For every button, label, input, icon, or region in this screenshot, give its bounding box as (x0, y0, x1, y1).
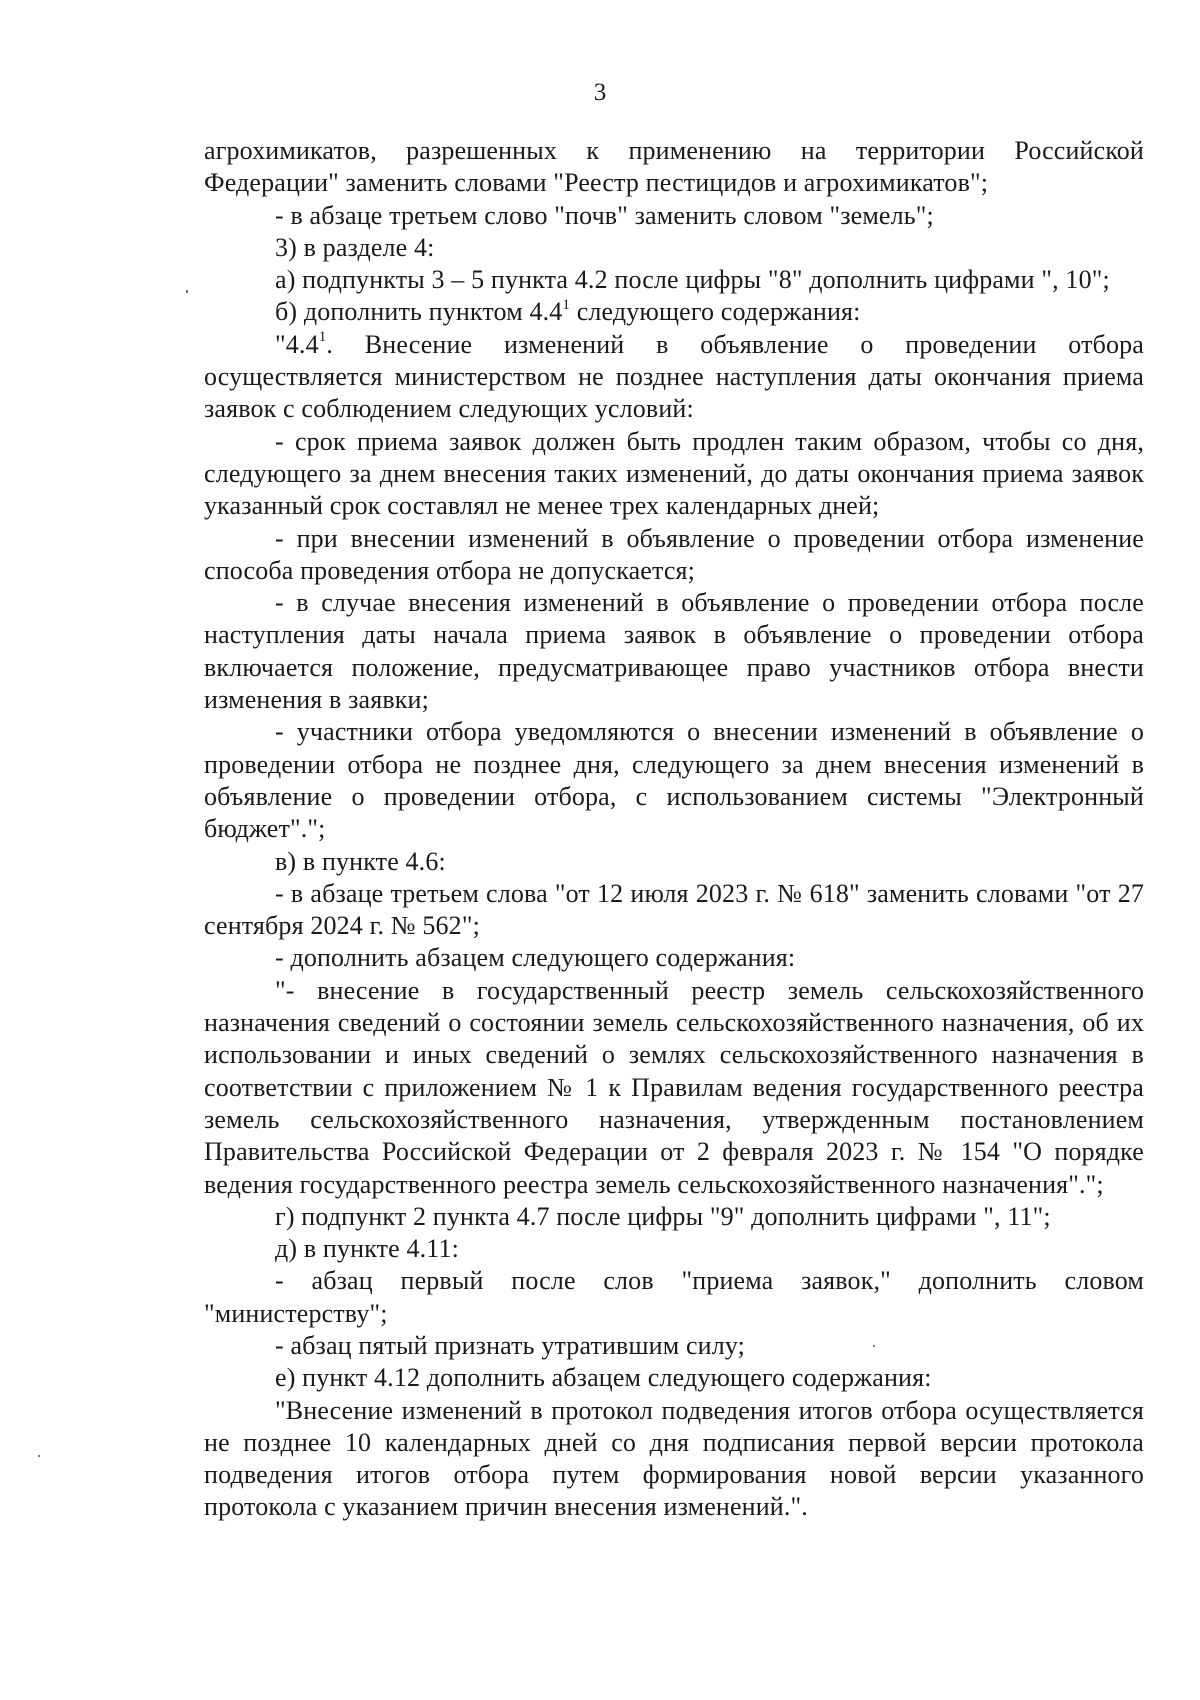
paragraph-text: б) дополнить пунктом 4.4 (275, 297, 563, 327)
paragraph-amendment: е) пункт 4.12 дополнить абзацем следующего содержания: (275, 1363, 932, 1393)
paragraph-quoted-clause: "Внесение изменений в протокол подведения итогов отбора осуществляется не позднее 10 календарных дней со дня подписания первой версии протокола подведения итогов отбора путем формирования новой версии указанного протокола с указанием причин внесения изменений.". (204, 1395, 1144, 1522)
paragraph-condition: - при внесении изменений в объявление о проведении отбора изменение способа проведения отбора не допускается; (204, 523, 1144, 585)
paragraph-amendment: - абзац первый после слов "приема заявок," дополнить словом "министерству"; (204, 1266, 1144, 1328)
superscript: 1 (318, 329, 327, 346)
paragraph-section-heading: 3) в разделе 4: (275, 232, 435, 262)
paragraph-quoted-clause: "- внесение в государственный реестр земель сельскохозяйственного назначения сведений о состоянии земель сельскохозяйственного назначения, об их использовании и иных сведений о землях сельскохозяйственного назначения в соответствии с приложением № 1 к Правилам ведения государственного реестра земель сельскохозяйственного назначения, утвержденным постановлением Правительства Российской Федерации от 2 февраля 2023 г. № 154 "О порядке ведения государственного реестра земель сельскохозяйственного назначения"."; (204, 975, 1144, 1199)
paragraph-condition: - в случае внесения изменений в объявление о проведении отбора после наступления даты начала приема заявок в объявление о проведении отбора включается положение, предусматривающее право участников отбора внести изменения в заявки; (204, 588, 1144, 715)
paragraph-subsection-heading: в) в пункте 4.6: (275, 846, 446, 876)
paragraph-text: . Внесение изменений в объявление о проведении отбора осуществляется министерством не позднее наступления даты окончания приема заявок с соблюдением следующих условий: (204, 329, 1144, 424)
scan-speck (873, 1345, 875, 1347)
page-number: 3 (593, 79, 607, 106)
scan-speck (38, 1455, 40, 1457)
paragraph-condition: - срок приема заявок должен быть продлен таким образом, чтобы со дня, следующего за днем внесения таких изменений, до даты окончания приема заявок указанный срок составлял не менее трех календарных дней; (204, 426, 1144, 521)
paragraph-continuation: агрохимикатов, разрешенных к применению на территории Российской Федерации" заменить словами "Реестр пестицидов и агрохимикатов"; (204, 136, 1144, 198)
paragraph-amendment-with-superscript (204, 296, 1144, 328)
scan-speck (186, 290, 188, 293)
paragraph-amendment: г) подпункт 2 пункта 4.7 после цифры "9" дополнить цифрами ", 11"; (275, 1201, 1051, 1231)
paragraph-amendment: - в абзаце третьем слова "от 12 июля 2023 г. № 618" заменить словами "от 27 сентября 2024 г. № 562"; (204, 878, 1144, 941)
document-body (204, 135, 1144, 1524)
paragraph-quoted-clause (204, 329, 1144, 426)
paragraph-text: "4.4 (275, 329, 319, 359)
paragraph-text: следующего содержания: (570, 297, 861, 327)
paragraph-amendment: а) подпункты 3 – 5 пункта 4.2 после цифры "8" дополнить цифрами ", 10"; (275, 265, 1110, 295)
paragraph-condition: - участники отбора уведомляются о внесении изменений в объявление о проведении отбора не позднее дня, следующего за днем внесения изменений в объявление о проведении отбора, с использованием системы "Электронный бюджет"."; (204, 717, 1144, 844)
paragraph-amendment: - в абзаце третьем слово "почв" заменить словом "земель"; (275, 200, 934, 230)
paragraph-subsection-heading: д) в пункте 4.11: (275, 1234, 459, 1264)
paragraph-amendment: - абзац пятый признать утратившим силу; (275, 1330, 746, 1360)
paragraph-amendment: - дополнить абзацем следующего содержания: (275, 943, 796, 973)
superscript: 1 (562, 296, 571, 313)
